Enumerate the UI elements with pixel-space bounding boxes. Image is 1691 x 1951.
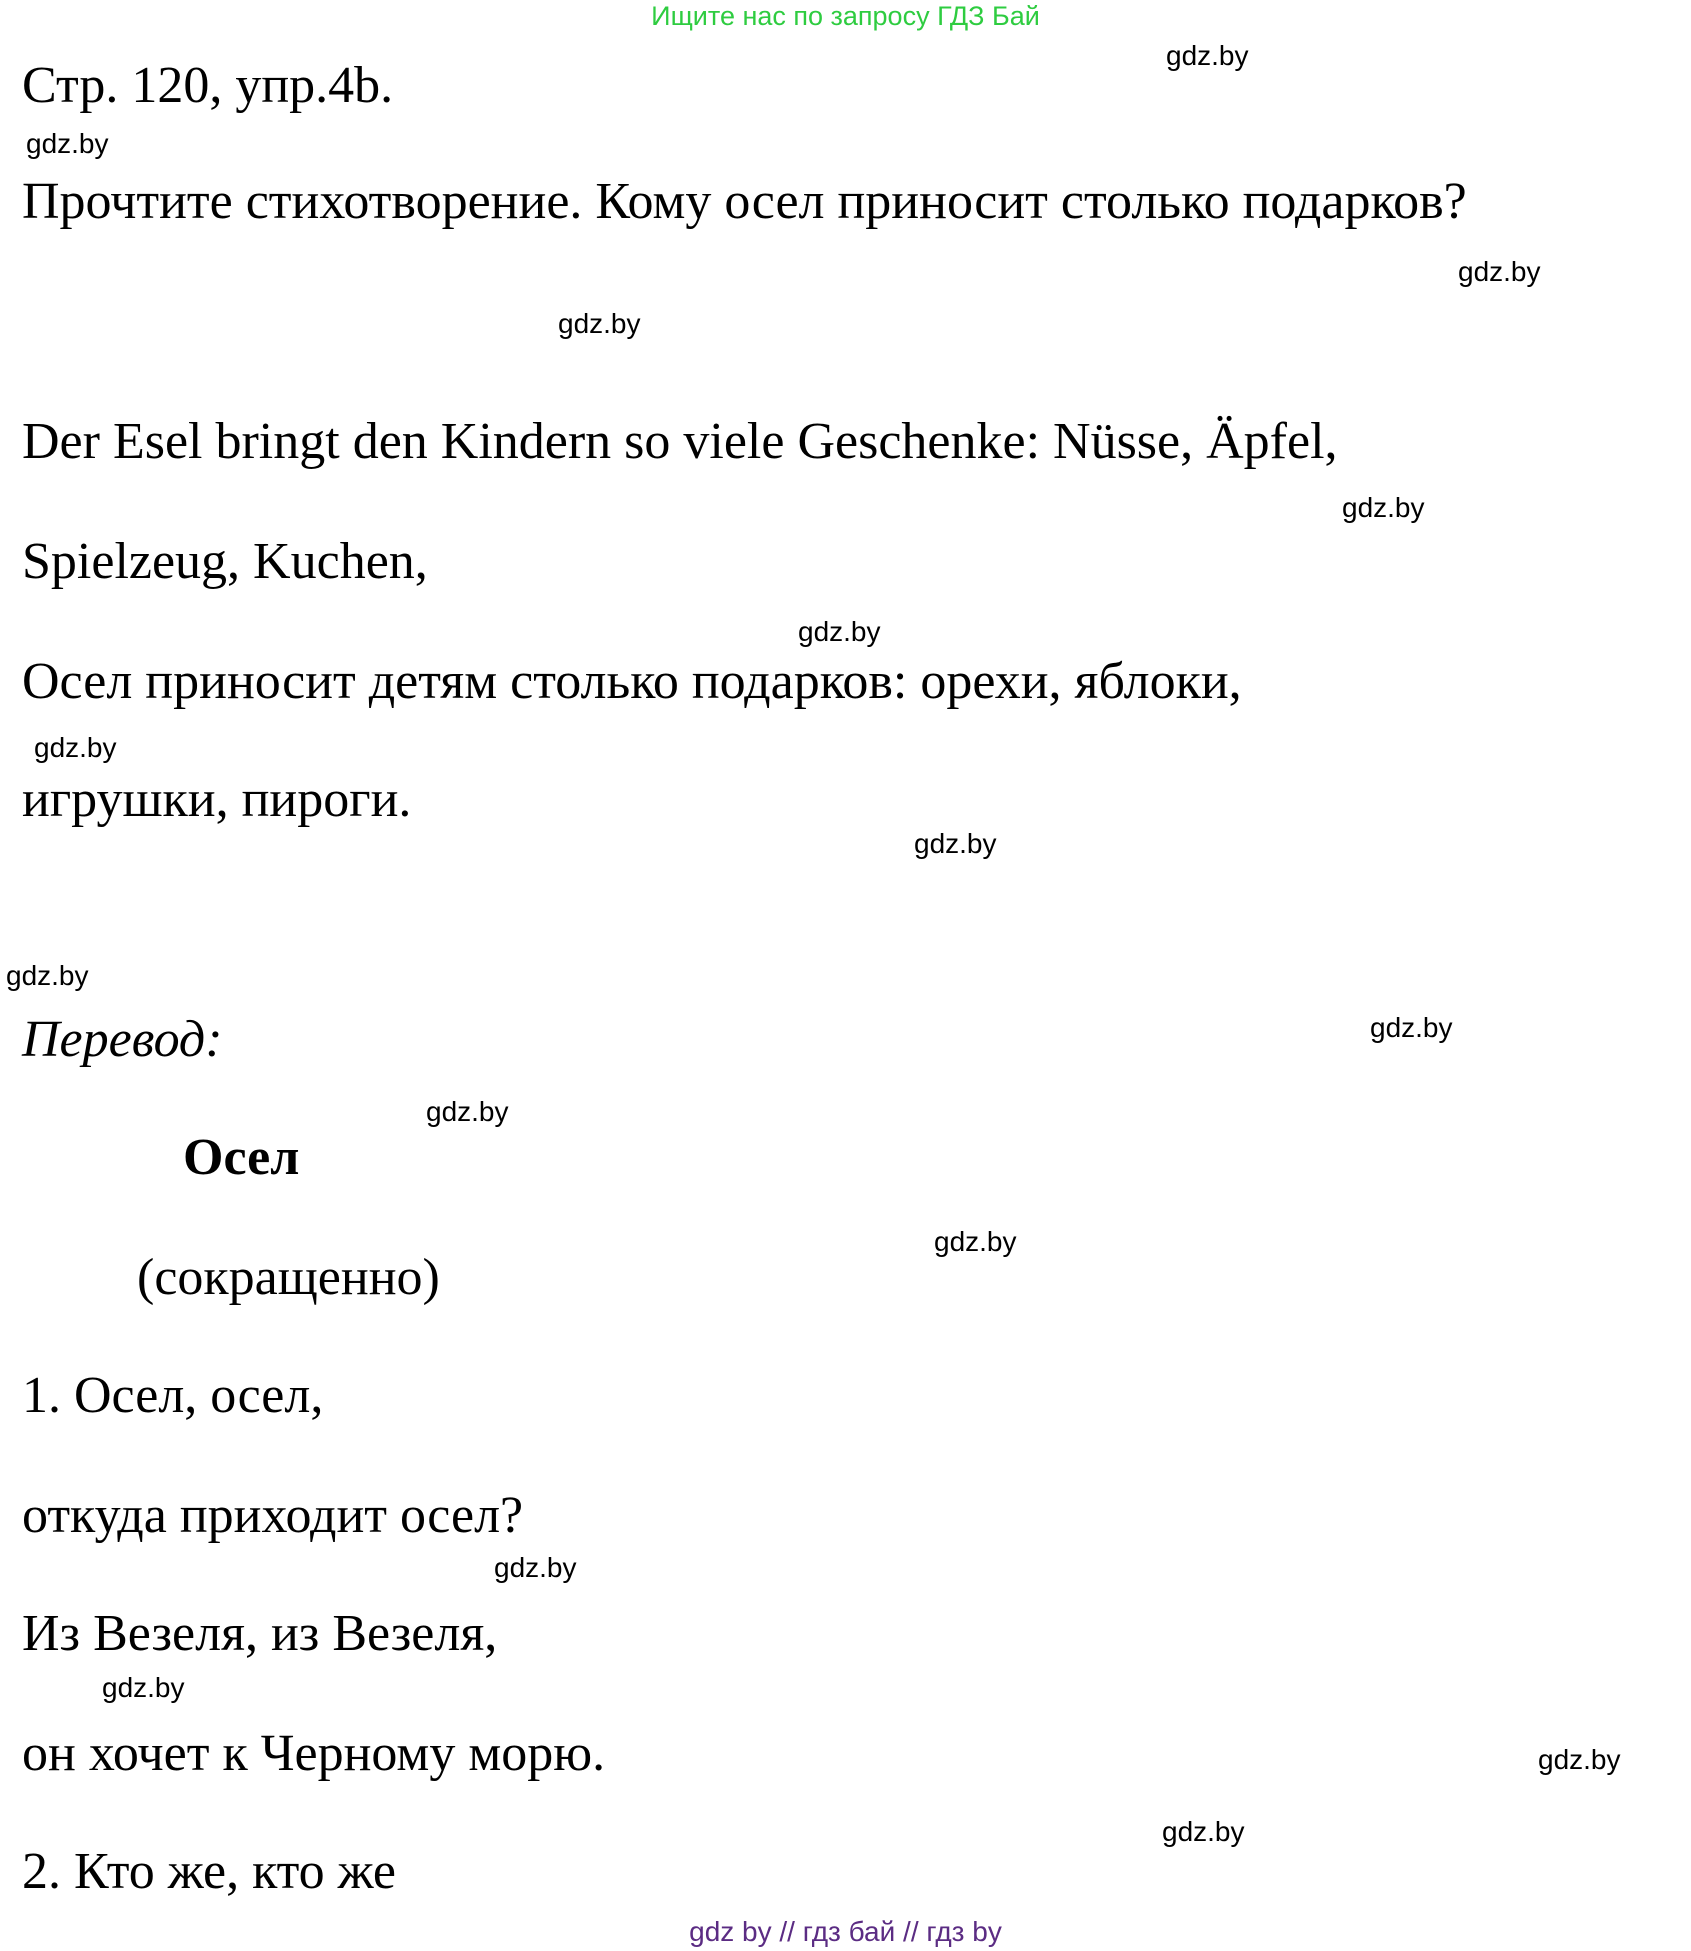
german-answer-line-2: Spielzeug, Kuchen, <box>22 533 428 590</box>
watermark: gdz.by <box>1538 1744 1621 1775</box>
russian-answer-line-2: игрушки, пироги. <box>22 771 412 828</box>
watermark: gdz.by <box>494 1552 577 1583</box>
watermark: gdz.by <box>798 616 881 647</box>
german-answer-line-1: Der Esel bringt den Kindern so viele Geschenke: Nüsse, Äpfel, <box>22 413 1338 470</box>
russian-answer-line-1: Осел приносит детям столько подарков: орехи, яблоки, <box>22 653 1242 710</box>
watermark: gdz.by <box>1166 40 1249 71</box>
poem-line-2: откуда приходит осел? <box>22 1487 524 1544</box>
watermark: gdz.by <box>102 1672 185 1703</box>
poem-line-1: 1. Осел, осел, <box>22 1367 324 1424</box>
watermark: gdz.by <box>1370 1012 1453 1043</box>
watermark: gdz.by <box>1162 1816 1245 1847</box>
watermark: gdz.by <box>26 128 109 159</box>
task-text: Прочтите стихотворение. Кому осел приносит столько подарков? <box>22 173 1467 230</box>
poem-line-3: Из Везеля, из Везеля, <box>22 1605 498 1662</box>
watermark: gdz.by <box>558 308 641 339</box>
page-header: Стр. 120, упр.4b. <box>22 57 394 114</box>
translation-label: Перевод: <box>22 1011 223 1068</box>
watermark: gdz.by <box>6 960 89 991</box>
poem-line-4: он хочет к Черному морю. <box>22 1725 606 1782</box>
watermark: gdz.by <box>934 1226 1017 1257</box>
top-banner: Ищите нас по запросу ГДЗ Бай <box>651 1 1040 31</box>
poem-line-5: 2. Кто же, кто же <box>22 1843 397 1900</box>
footer-links: gdz by // гдз бай // гдз by <box>689 1916 1002 1947</box>
watermark: gdz.by <box>1458 256 1541 287</box>
poem-subtitle: (сокращенно) <box>137 1249 440 1306</box>
poem-title: Осел <box>183 1129 300 1186</box>
watermark: gdz.by <box>914 828 997 859</box>
watermark: gdz.by <box>426 1096 509 1127</box>
watermark: gdz.by <box>1342 492 1425 523</box>
watermark: gdz.by <box>34 732 117 763</box>
